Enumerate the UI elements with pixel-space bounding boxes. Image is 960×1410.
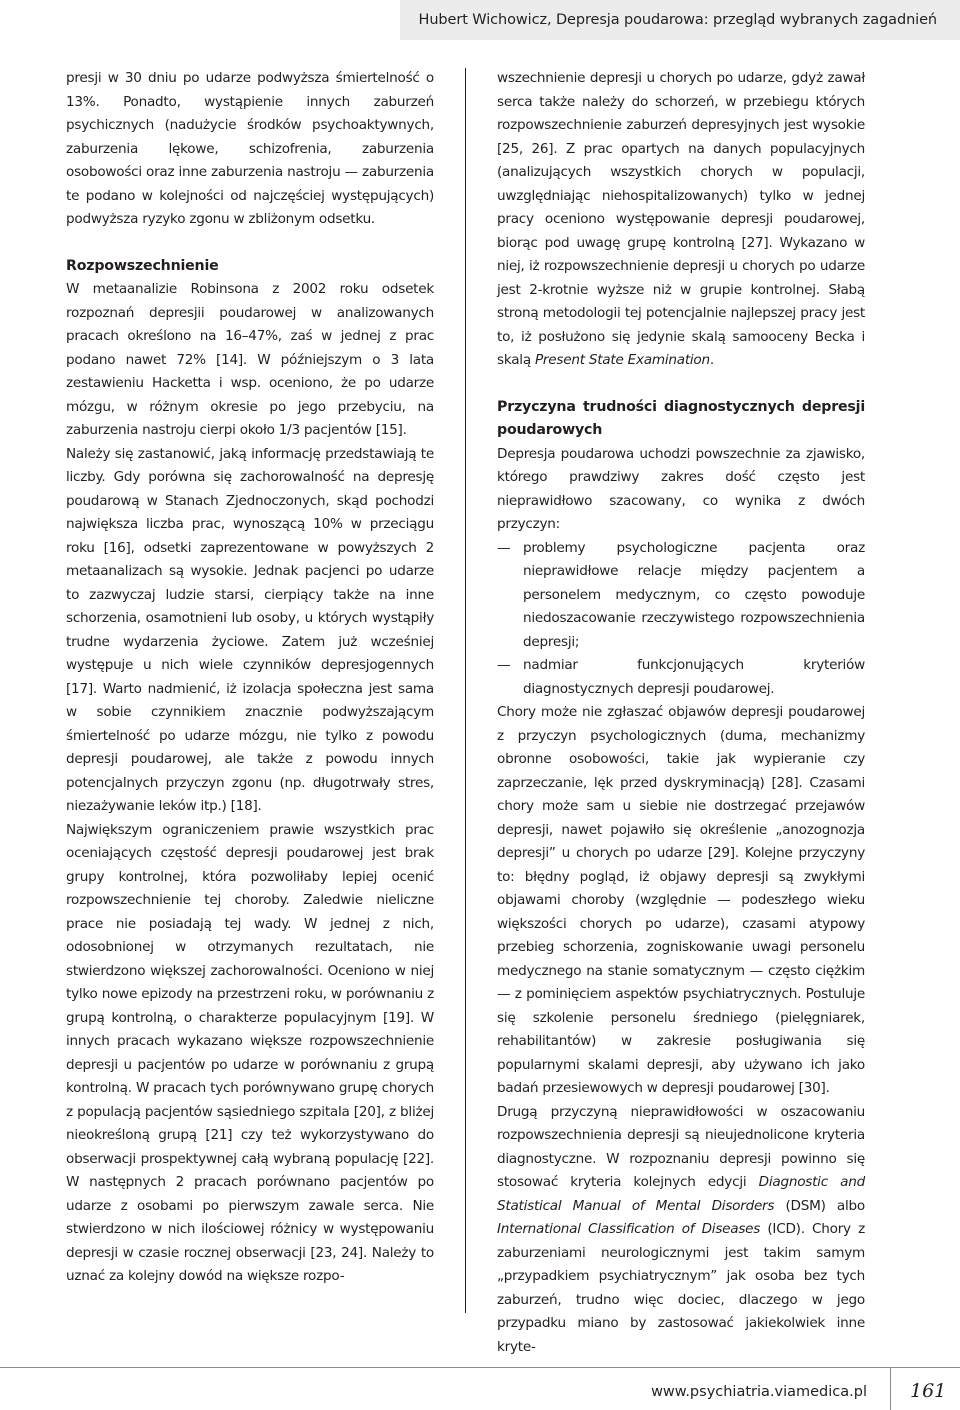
footer-page-divider [890, 1367, 891, 1410]
list-item: — problemy psychologiczne pacjenta oraz nieprawidłowe relacje między pacjentem a personelem medycznym, co często powoduje niedoszacowanie rzeczywistego rozpowszechnienia depresji; [497, 537, 865, 655]
paragraph-prevalence-1: W metaanalizie Robinsona z 2002 roku odsetek rozpoznań depresjii poudarowej w analizowanych pracach określono na 16–47%, zaś w jednej z prac podano nawet 72% [14]. W późniejszym o 3 lata zestawieniu Hacketta i wsp. oceniono, że po udarze mózgu, w różnym okresie po jego przebyciu, na zaburzenia nastroju cierpi około 1/3 pacjentów [15]. [66, 281, 434, 438]
left-column [66, 67, 434, 1289]
paragraph-intro: presji w 30 dniu po udarze podwyższa śmiertelność o 13%. Ponadto, wystąpienie innych zaburzeń psychicznych (nadużycie środków psychoaktywnych, zaburzenia lękowe, schizofrenia, zaburzenia osobowości oraz inne zaburzenia nastroju — zaburzenia te podano w kolejności od najczęściej występujących) podwyższa ryzyko zgonu w zbliżonym odsetku. [66, 70, 434, 227]
paragraph-criteria: Drugą przyczyną nieprawidłowości w oszacowaniu rozpowszechnienia depresji są nieujednolicone kryteria diagnostyczne. W rozpoznaniu depresji powinno się stosować kryteria kolejnych edycji Diagnostic and Statistical Manual of Mental Disorders (DSM) albo International Classification of Diseases (ICD). Chory z zaburzeniami neurologicznymi jest takim samym „przypadkiem psychiatrycznym” jak osoba bez tych zaburzeń, trudno więc dociec, dlaczego w jego przypadku miano by zastosować jakiekolwiek inne kryte- [497, 1103, 865, 1355]
page-number: 161 [910, 1380, 947, 1402]
column-divider [465, 68, 466, 1313]
section-heading-diagnostic-difficulty: Przyczyna trudności diagnostycznych depresji poudarowych [497, 398, 865, 438]
list-item: — nadmiar funkcjonujących kryteriów diagnostycznych depresji poudarowej. [497, 654, 865, 701]
section-heading-prevalence: Rozpowszechnienie [66, 257, 219, 274]
right-column [497, 67, 865, 1359]
running-title: Hubert Wichowicz, Depresja poudarowa: przegląd wybranych zagadnień [418, 12, 937, 28]
paragraph-continued: wszechnienie depresji u chorych po udarze, gdyż zawał serca także należy do schorzeń, w przebiegu których rozpowszechnienie zaburzeń depresyjnych jest wysokie [25, 26]. Z prac opartych na danych populacyjnych (analizujących wszystkich chorych w populacji, uwzględniając niehospitalizowanych) tylko w jednej pracy oceniono występowanie depresji poudarowej, biorąc pod uwagę grupę kontrolną [27]. Wykazano w niej, iż rozpowszechnienie depresji u chorych po udarze jest 2-krotnie wyższe niż w grupie kontrolnej. Słabą stroną metodologii tej potencjalnie najlepszej pracy jest to, iż posłużono się jedynie skalą samooceny Becka i skalą Present State Examination. [497, 70, 865, 368]
journal-url: www.psychiatria.viamedica.pl [651, 1384, 867, 1400]
paragraph-psychological-causes: Chory może nie zgłaszać objawów depresji poudarowej z przyczyn psychologicznych (duma, mechanizmy obronne osobowości, takie jak wypieranie czy zaprzeczanie, lęk przed dyskryminacją) [28]. Czasami chory może sam u siebie nie dostrzegać przejawów depresji, nawet pojawiło się określenie „anozognozja depresji” u chorych po udarze [29]. Kolejne przyczyny to: błędny pogląd, iż objawy depresji są zwykłymi objawami choroby (względnie — podeszłego wieku większości chorych po udarze), czasami atypowy przebieg schorzenia, zogniskowanie uwagi personelu medycznego na stanie somatycznym — często ciężkim — z pominięciem aspektów psychiatrycznych. Postuluje się szkolenie personelu średniego (pielęgniarek, rehabilitantów) w zakresie posługiwania się popularnymi skalami depresji, aby używano ich jako badań przesiewowych w depresji poudarowej [30]. [497, 704, 865, 1096]
paragraph-prevalence-2: Należy się zastanowić, jaką informację przedstawiają te liczby. Gdy porówna się zachorowalność na depresję poudarową w Stanach Zjednoczonych, skąd pochodzi największa liczba prac, wynoszącą 10% w przeciągu roku [16], odsetki zaprezentowane w powyższych 2 metaanalizach są wysokie. Jednak pacjenci po udarze to zazwyczaj ludzie starsi, cierpiący także na inne schorzenia, osamotnieni lub osoby, u których wystąpiły trudne wydarzenia życiowe. Zatem już wcześniej występuje u nich wiele czynników depresjogennych [17]. Warto nadmienić, iż izolacja społeczna jest sama w sobie czynnikiem znacznie podwyższającym śmiertelność po udarze mózgu, nie tylko z powodu depresji poudarowej, ale także z powodu innych potencjalnych przyczyn zgonu (np. długotrwały stres, niezażywanie leków itp.) [18]. [66, 445, 434, 814]
causes-list [497, 537, 865, 702]
paragraph-prevalence-3: Największym ograniczeniem prawie wszystkich prac oceniających częstość depresji poudarowej jest brak grupy kontrolnej, która pozwoliłaby lepiej ocenić rozpowszechnienie tej choroby. Zaledwie nieliczne prace nie posiadają tej wady. W jednej z nich, odosobnionej w otrzymanych rezultatach, nie stwierdzono większej zachorowalności. Oceniono w niej tylko nowe epizody na przestrzeni roku, w porównaniu z grupą kontrolną, o charakterze populacyjnym [19]. W innych pracach wykazano większe rozpowszechnienie depresji u pacjentów po udarze w porównaniu z grupą kontrolną. W pracach tych porównywano grupę chorych z populacją pacjentów sąsiedniego szpitala [20], z bliżej nieokreśloną grupą [21] czy też wykorzystywano do obserwacji prospektywnej całą wybraną populację [22]. W następnych 2 pracach porównano pacjentów po udarze z osobami po pierwszym zawale serca. Nie stwierdzono w nich ilościowej różnicy w występowaniu depresji w czasie rocznej obserwacji [23, 24]. Należy to uznać za kolejny dowód na większe rozpo- [66, 821, 434, 1284]
running-header [400, 0, 960, 40]
footer-divider [0, 1367, 960, 1368]
paragraph-diagnostic-intro: Depresja poudarowa uchodzi powszechnie za zjawisko, którego prawdziwy zakres dość często jest nieprawidłowo szacowany, co wynika z dwóch przyczyn: [497, 445, 865, 532]
